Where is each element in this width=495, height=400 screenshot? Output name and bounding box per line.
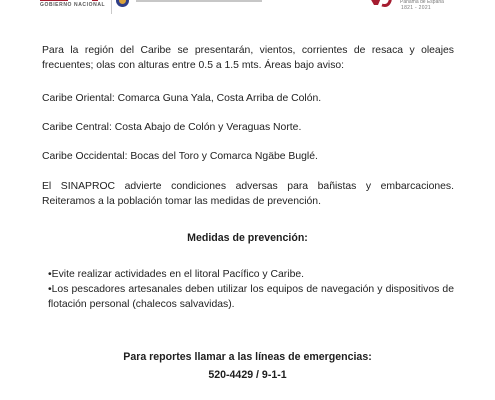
gov-accent-line-right [92,0,98,1]
prevention-item: •Evite realizar actividades en el litoral Pacífico y Caribe. [48,269,305,280]
ministry-logo-text [136,0,262,2]
crest-center [119,0,126,4]
emergency-lines-title: Para reportes llamar a las líneas de emergencias: [123,351,372,363]
header-logos [0,0,495,14]
prevention-item: •Los pescadores artesanales deben utilizar los equipos de navegación y dispositivos de flotación personal (chalecos salvavidas). [48,284,454,310]
crest-icon [116,0,129,7]
prevention-title: Medidas de prevención: [187,232,308,244]
caribe-occidental-paragraph: Caribe Occidental: Bocas del Toro y Comarca Ngäbe Buglé. [42,151,318,162]
bicentennial-logo-icon [364,0,394,9]
gov-accent-line-left [40,0,68,1]
government-label: GOBIERNO NACIONAL [40,2,106,8]
emergency-phone-numbers: 520-4429 / 9-1-1 [208,369,287,381]
bicentennial-text: Panamá de España [400,0,444,5]
caribe-oriental-paragraph: Caribe Oriental: Comarca Guna Yala, Costa Arriba de Colón. [42,93,322,104]
intro-paragraph: Para la región del Caribe se presentarán, vientos, corrientes de resaca y oleajes frecuentes; olas con alturas entre 0.5 a 1.5 mts. Áreas bajo aviso: [42,45,454,71]
bicentennial-years: 1821 - 2021 [401,5,431,11]
caribe-central-paragraph: Caribe Central: Costa Abajo de Colón y Veraguas Norte. [42,122,302,133]
header-divider [111,0,112,14]
prevention-list [48,267,454,312]
warning-paragraph: El SINAPROC advierte condiciones adversas para bañistas y embarcaciones. Reiteramos a la población tomar las medidas de prevención. [42,181,454,207]
